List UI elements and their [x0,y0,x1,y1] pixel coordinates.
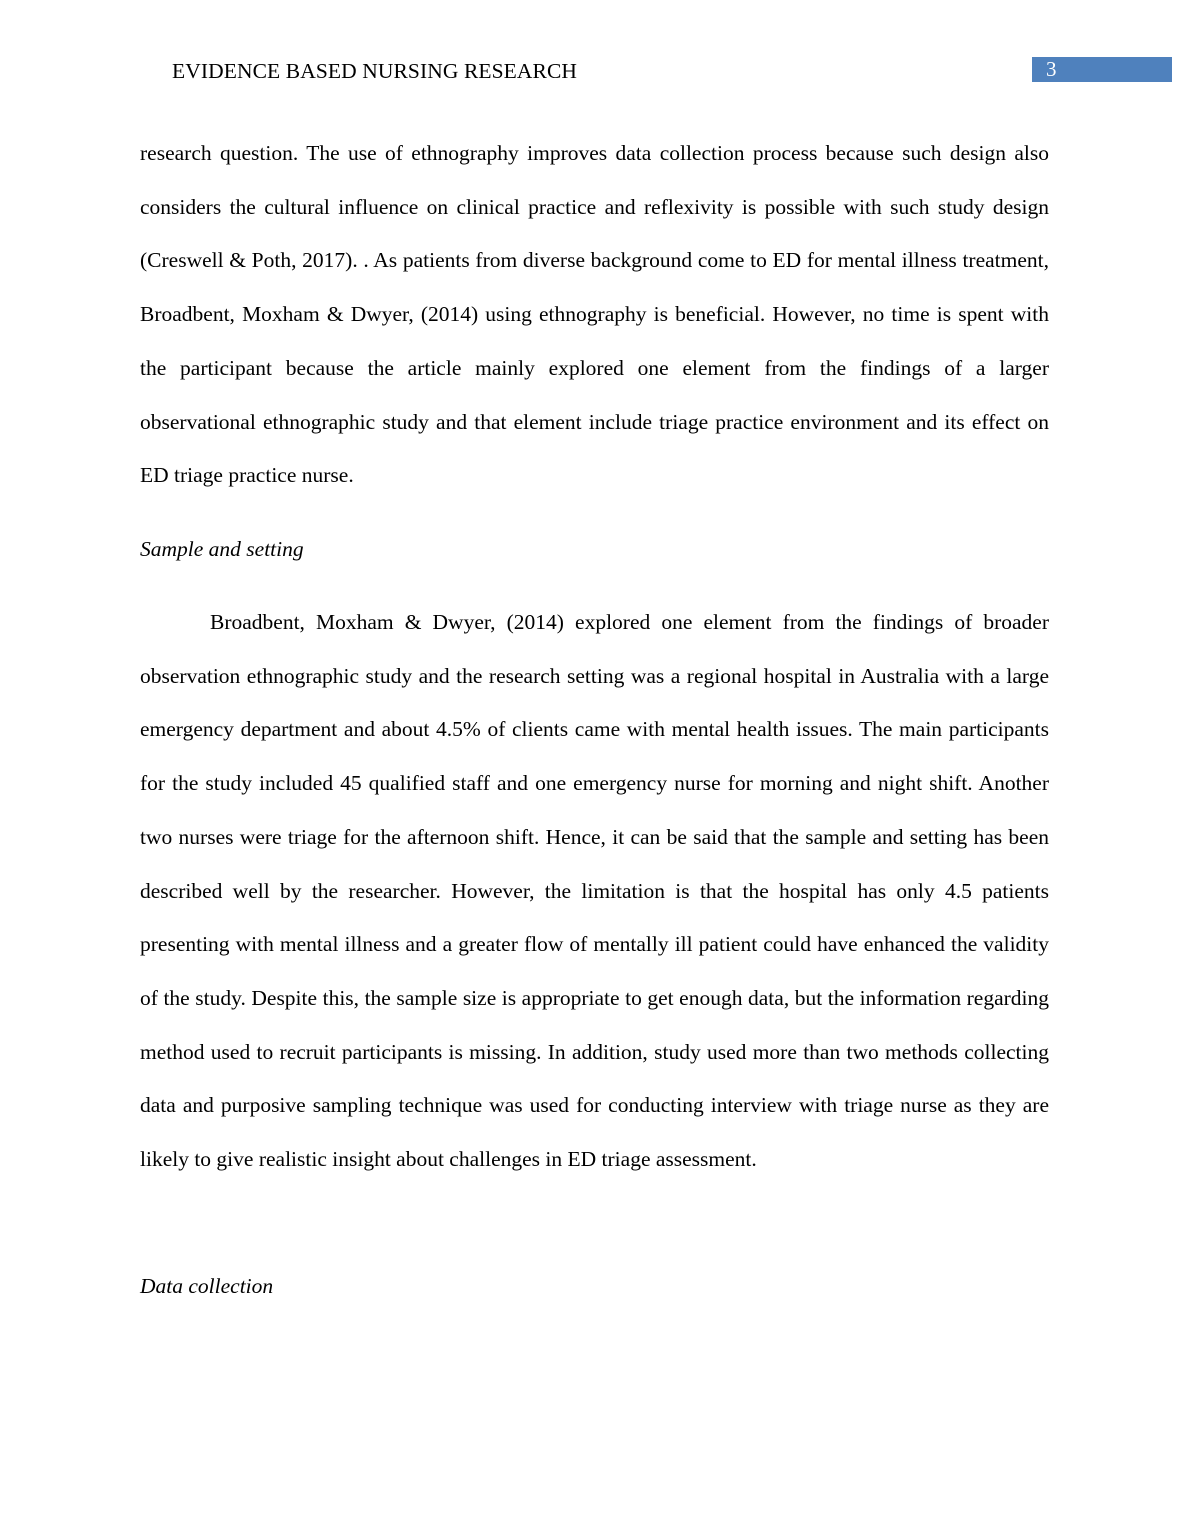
page-number: 3 [1046,57,1057,81]
page-number-badge [1032,57,1172,82]
running-header-title: EVIDENCE BASED NURSING RESEARCH [172,59,578,83]
section-heading-data-collection: Data collection [140,1274,274,1298]
body-paragraph-2: Broadbent, Moxham & Dwyer, (2014) explored one element from the findings of broader observation ethnographic study and the research setting was a regional hospital in Australia with a large emergency department and about 4.5% of clients came with mental health issues. The main participants for the study included 45 qualified staff and one emergency nurse for morning and night shift. Another two nurses were triage for the afternoon shift. Hence, it can be said that the sample and setting has been described well by the researcher. However, the limitation is that the hospital has only 4.5 patients presenting with mental illness and a greater flow of mentally ill patient could have enhanced the validity of the study. Despite this, the sample size is appropriate to get enough data, but the information regarding method used to recruit participants is missing. In addition, study used more than two methods collecting data and purposive sampling technique was used for conducting interview with triage nurse as they are likely to give realistic insight about challenges in ED triage assessment. [140,610,1049,1172]
section-heading-sample-and-setting: Sample and setting [140,537,304,561]
body-paragraph-1: research question. The use of ethnography improves data collection process because such design also considers the cultural influence on clinical practice and reflexivity is possible with such study design (Creswell & Poth, 2017). . As patients from diverse background come to ED for mental illness treatment, Broadbent, Moxham & Dwyer, (2014) using ethnography is beneficial. However, no time is spent with the participant because the article mainly explored one element from the findings of a larger observational ethnographic study and that element include triage practice environment and its effect on ED triage practice nurse. [140,141,1049,488]
